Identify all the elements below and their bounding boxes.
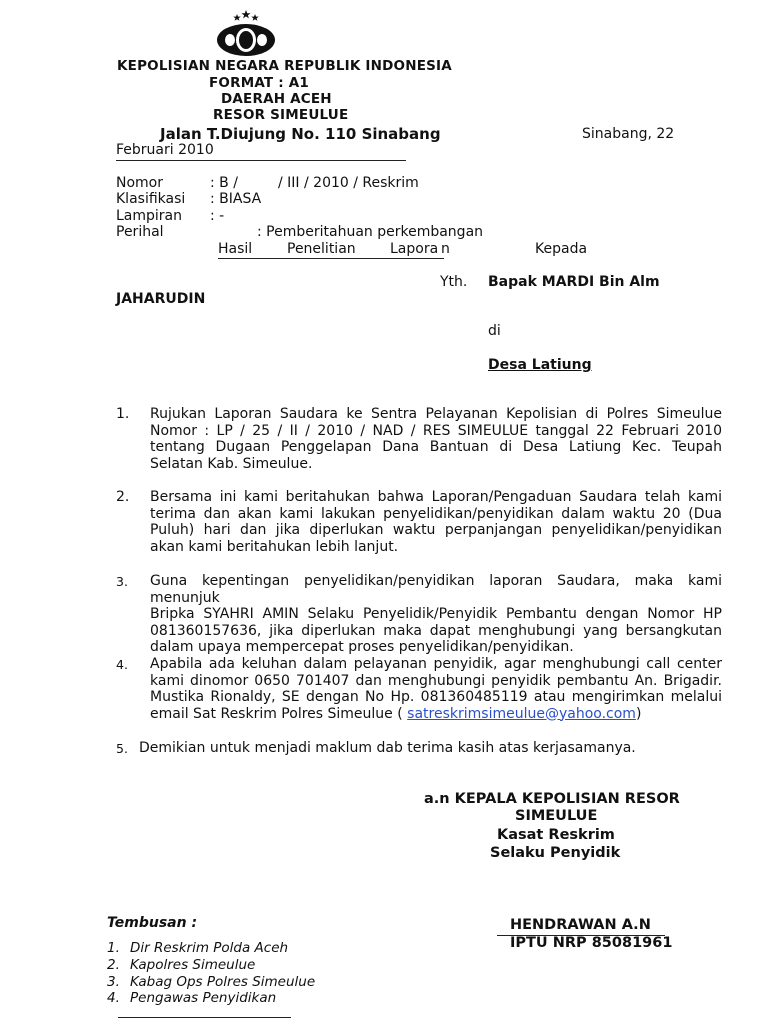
- signature-line-2: SIMEULUE: [515, 808, 598, 824]
- paragraph-3: [150, 573, 722, 656]
- tembusan-item-1: Dir Reskrim Polda Aceh: [130, 940, 289, 956]
- paragraph-4-number: 4.: [116, 657, 128, 672]
- nomor-value: : B / / III / 2010 / Reskrim: [210, 175, 419, 191]
- paragraph-4: [150, 656, 722, 722]
- tembusan-item-4: Pengawas Penyidikan: [130, 990, 277, 1006]
- recipient-name: Bapak MARDI Bin Alm: [488, 274, 660, 290]
- perihal-word-laporan: Lapora: [390, 241, 439, 257]
- police-emblem-icon: [216, 10, 276, 58]
- paragraph-2-line-4: akan kami beritahukan lebih lanjut.: [150, 538, 399, 555]
- paragraph-1-line-1: Rujukan Laporan Saudara ke Sentra Pelayanan Kepolisian di Polres Simeulue: [150, 406, 722, 422]
- paragraph-4-line-4-text: email Sat Reskrim Polres Simeulue (: [150, 705, 403, 722]
- paragraph-1-line-4: Selatan Kab. Simeulue.: [150, 455, 313, 472]
- paragraph-4-line-3: Mustika Rionaldy, SE dengan No Hp. 081360485119 atau mengirimkan melalui: [150, 689, 722, 705]
- nomor-label: Nomor: [116, 175, 163, 191]
- paragraph-5-number: 5.: [116, 741, 128, 756]
- paragraph-2-line-3: Puluh) hari dan jika diperlukan waktu perpanjangan penyelidikan/penyidikan: [150, 522, 722, 538]
- signatory-rank: IPTU NRP 85081961: [510, 935, 673, 951]
- tembusan-item-4-number: 4.: [107, 990, 120, 1006]
- paragraph-2-number: 2.: [116, 489, 130, 505]
- klasifikasi-value: : BIASA: [210, 191, 262, 207]
- paragraph-3-line-3: 081360157636, jika diperlukan maka dapat menghubungi yang bersangkutan: [150, 622, 722, 639]
- institution-name: KEPOLISIAN NEGARA REPUBLIK INDONESIA: [117, 58, 452, 74]
- tembusan-item-2-number: 2.: [107, 957, 120, 973]
- paragraph-4-line-2: kami dinomor 0650 701407 dan menghubungi penyidik pembantu An. Brigadir.: [150, 672, 722, 689]
- perihal-word-end: n: [441, 241, 450, 257]
- paragraph-3-line-4: dalam upaya mempercepat proses penyelidikan/penyidikan.: [150, 639, 574, 655]
- perihal-label: Perihal: [116, 224, 164, 240]
- paragraph-5: Demikian untuk menjadi maklum dab terima kasih atas kerjasamanya.: [139, 740, 636, 756]
- paragraph-3-line-2: Bripka SYAHRI AMIN Selaku Penyelidik/Penyidik Pembantu dengan Nomor HP: [150, 606, 722, 622]
- paragraph-4-line-4-close: ): [635, 705, 642, 722]
- signature-line-1: a.n KEPALA KEPOLISIAN RESOR: [424, 791, 680, 807]
- klasifikasi-label: Klasifikasi: [116, 191, 186, 207]
- header-divider: [116, 160, 406, 161]
- date-continued: Februari 2010: [116, 142, 214, 158]
- email-link[interactable]: satreskrimsimeulue@yahoo.com: [407, 705, 636, 722]
- tembusan-item-3-number: 3.: [107, 974, 120, 990]
- lampiran-label: Lampiran: [116, 208, 183, 224]
- recipient-place: Desa Latiung: [488, 357, 592, 373]
- paragraph-4-line-1: Apabila ada keluhan dalam pelayanan penyidik, agar menghubungi call center: [150, 656, 722, 672]
- di-label: di: [488, 323, 501, 339]
- paragraph-2: [150, 489, 722, 555]
- resort-label: RESOR SIMEULUE: [213, 107, 349, 123]
- paragraph-4-line-4: [150, 706, 722, 723]
- paragraph-3-line-1: Guna kepentingan penyelidikan/penyidikan laporan Saudara, maka kami menunjuk: [150, 573, 722, 606]
- paragraph-1-number: 1.: [116, 406, 130, 422]
- footer-rule: [118, 1017, 291, 1018]
- paragraph-2-line-1: Bersama ini kami beritahukan bahwa Laporan/Pengaduan Saudara telah kami: [150, 489, 722, 505]
- paragraph-3-number: 3.: [116, 574, 128, 589]
- tembusan-item-1-number: 1.: [107, 940, 120, 956]
- paragraph-1-line-2: Nomor : LP / 25 / II / 2010 / NAD / RES SIMEULUE tanggal 22 Februari 2010: [150, 422, 722, 439]
- signatory-name: HENDRAWAN A.N: [510, 917, 651, 933]
- tembusan-title: Tembusan :: [107, 915, 198, 931]
- address: Jalan T.Diujung No. 110 Sinabang: [160, 125, 441, 143]
- format-label: FORMAT : A1: [209, 75, 309, 91]
- kepada-label: Kepada: [535, 241, 588, 257]
- signature-line-4: Selaku Penyidik: [490, 845, 621, 861]
- perihal-value: : Pemberitahuan perkembangan: [257, 224, 484, 240]
- perihal-line2: [218, 241, 444, 259]
- paragraph-1: [150, 406, 722, 472]
- perihal-word-hasil: Hasil: [218, 241, 253, 257]
- tembusan-item-2: Kapolres Simeulue: [130, 957, 256, 973]
- lampiran-value: : -: [210, 208, 225, 224]
- signature-line-3: Kasat Reskrim: [497, 827, 615, 843]
- perihal-word-penelitian: Penelitian: [287, 241, 356, 257]
- paragraph-1-line-3: tentang Dugaan Penggelapan Dana Bantuan di Desa Latiung Kec. Teupah: [150, 439, 722, 455]
- paragraph-2-line-2: terima dan akan kami lakukan penyelidikan/penyidikan dalam waktu 20 (Dua: [150, 505, 722, 522]
- date-place: Sinabang, 22: [582, 126, 675, 142]
- tembusan-item-3: Kabag Ops Polres Simeulue: [130, 974, 316, 990]
- yth-label: Yth.: [440, 274, 468, 290]
- region-label: DAERAH ACEH: [221, 91, 332, 107]
- recipient-name-continued: JAHARUDIN: [116, 291, 206, 307]
